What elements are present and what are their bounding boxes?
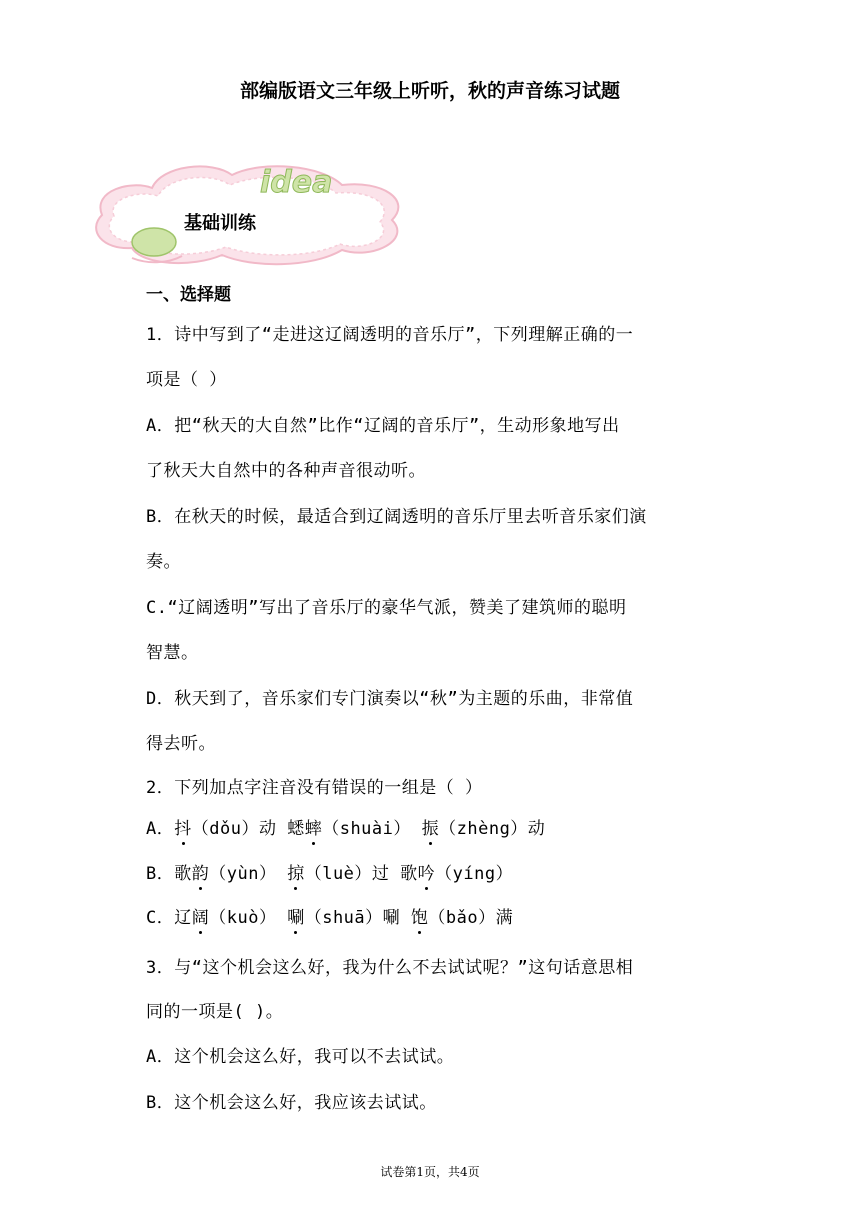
idea-logo: idea (260, 165, 333, 200)
q2-option-a: A．抖（dǒu）动 蟋蟀（shuài） 振（zhèng）动 (146, 819, 546, 839)
dotted-char: 掠 (287, 864, 305, 884)
q3-option-b: B．这个机会这么好，我应该去试试。 (146, 1093, 437, 1113)
q1-option-a-line-1: A．把“秋天的大自然”比作“辽阔的音乐厅”，生动形象地写出 (146, 416, 620, 436)
dotted-char: 振 (421, 819, 440, 839)
dotted-char: 阔 (191, 908, 210, 928)
q3-stem-line-1: 3．与“这个机会这么好，我为什么不去试试呢？”这句话意思相 (146, 958, 634, 978)
dotted-char: 抖 (174, 819, 192, 839)
q3-option-a: A．这个机会这么好，我可以不去试试。 (146, 1047, 455, 1067)
q1-stem-line-1: 1．诗中写到了“走进这辽阔透明的音乐厅”，下列理解正确的一 (146, 325, 634, 345)
q2-option-c: C．辽阔（kuò） 唰（shuā）唰 饱（bǎo）满 (146, 908, 514, 928)
q1-option-d-line-1: D．秋天到了，音乐家们专门演奏以“秋”为主题的乐曲，非常值 (146, 689, 634, 709)
q1-option-c-line-1: C.“辽阔透明”写出了音乐厅的豪华气派，赞美了建筑师的聪明 (146, 598, 627, 618)
q2-option-b: B．歌韵（yùn） 掠（luè）过 歌吟（yíng） (146, 864, 514, 884)
banner-label: 基础训练 (184, 213, 256, 234)
q2-stem: 2．下列加点字注音没有错误的一组是（ ） (146, 778, 483, 798)
q1-option-c-line-2: 智慧。 (146, 643, 199, 663)
q3-stem-line-2: 同的一项是( )。 (146, 1002, 284, 1022)
q1-option-b-line-1: B．在秋天的时候，最适合到辽阔透明的音乐厅里去听音乐家们演 (146, 507, 647, 527)
q1-option-b-line-2: 奏。 (146, 552, 181, 572)
section-heading: 一、选择题 (146, 285, 231, 305)
dotted-char: 蟀 (304, 819, 323, 839)
dotted-char: 唰 (287, 908, 305, 928)
page-footer: 试卷第1页，共4页 (380, 1165, 480, 1179)
q1-stem-line-2: 项是（ ） (146, 370, 227, 390)
page-title: 部编版语文三年级上听听，秋的声音练习试题 (239, 80, 620, 102)
q1-option-d-line-2: 得去听。 (146, 734, 216, 754)
q1-option-a-line-2: 了秋天大自然中的各种声音很动听。 (146, 461, 426, 481)
dotted-char: 饱 (410, 908, 429, 928)
dotted-char: 韵 (191, 864, 210, 884)
dotted-char: 吟 (417, 864, 436, 884)
